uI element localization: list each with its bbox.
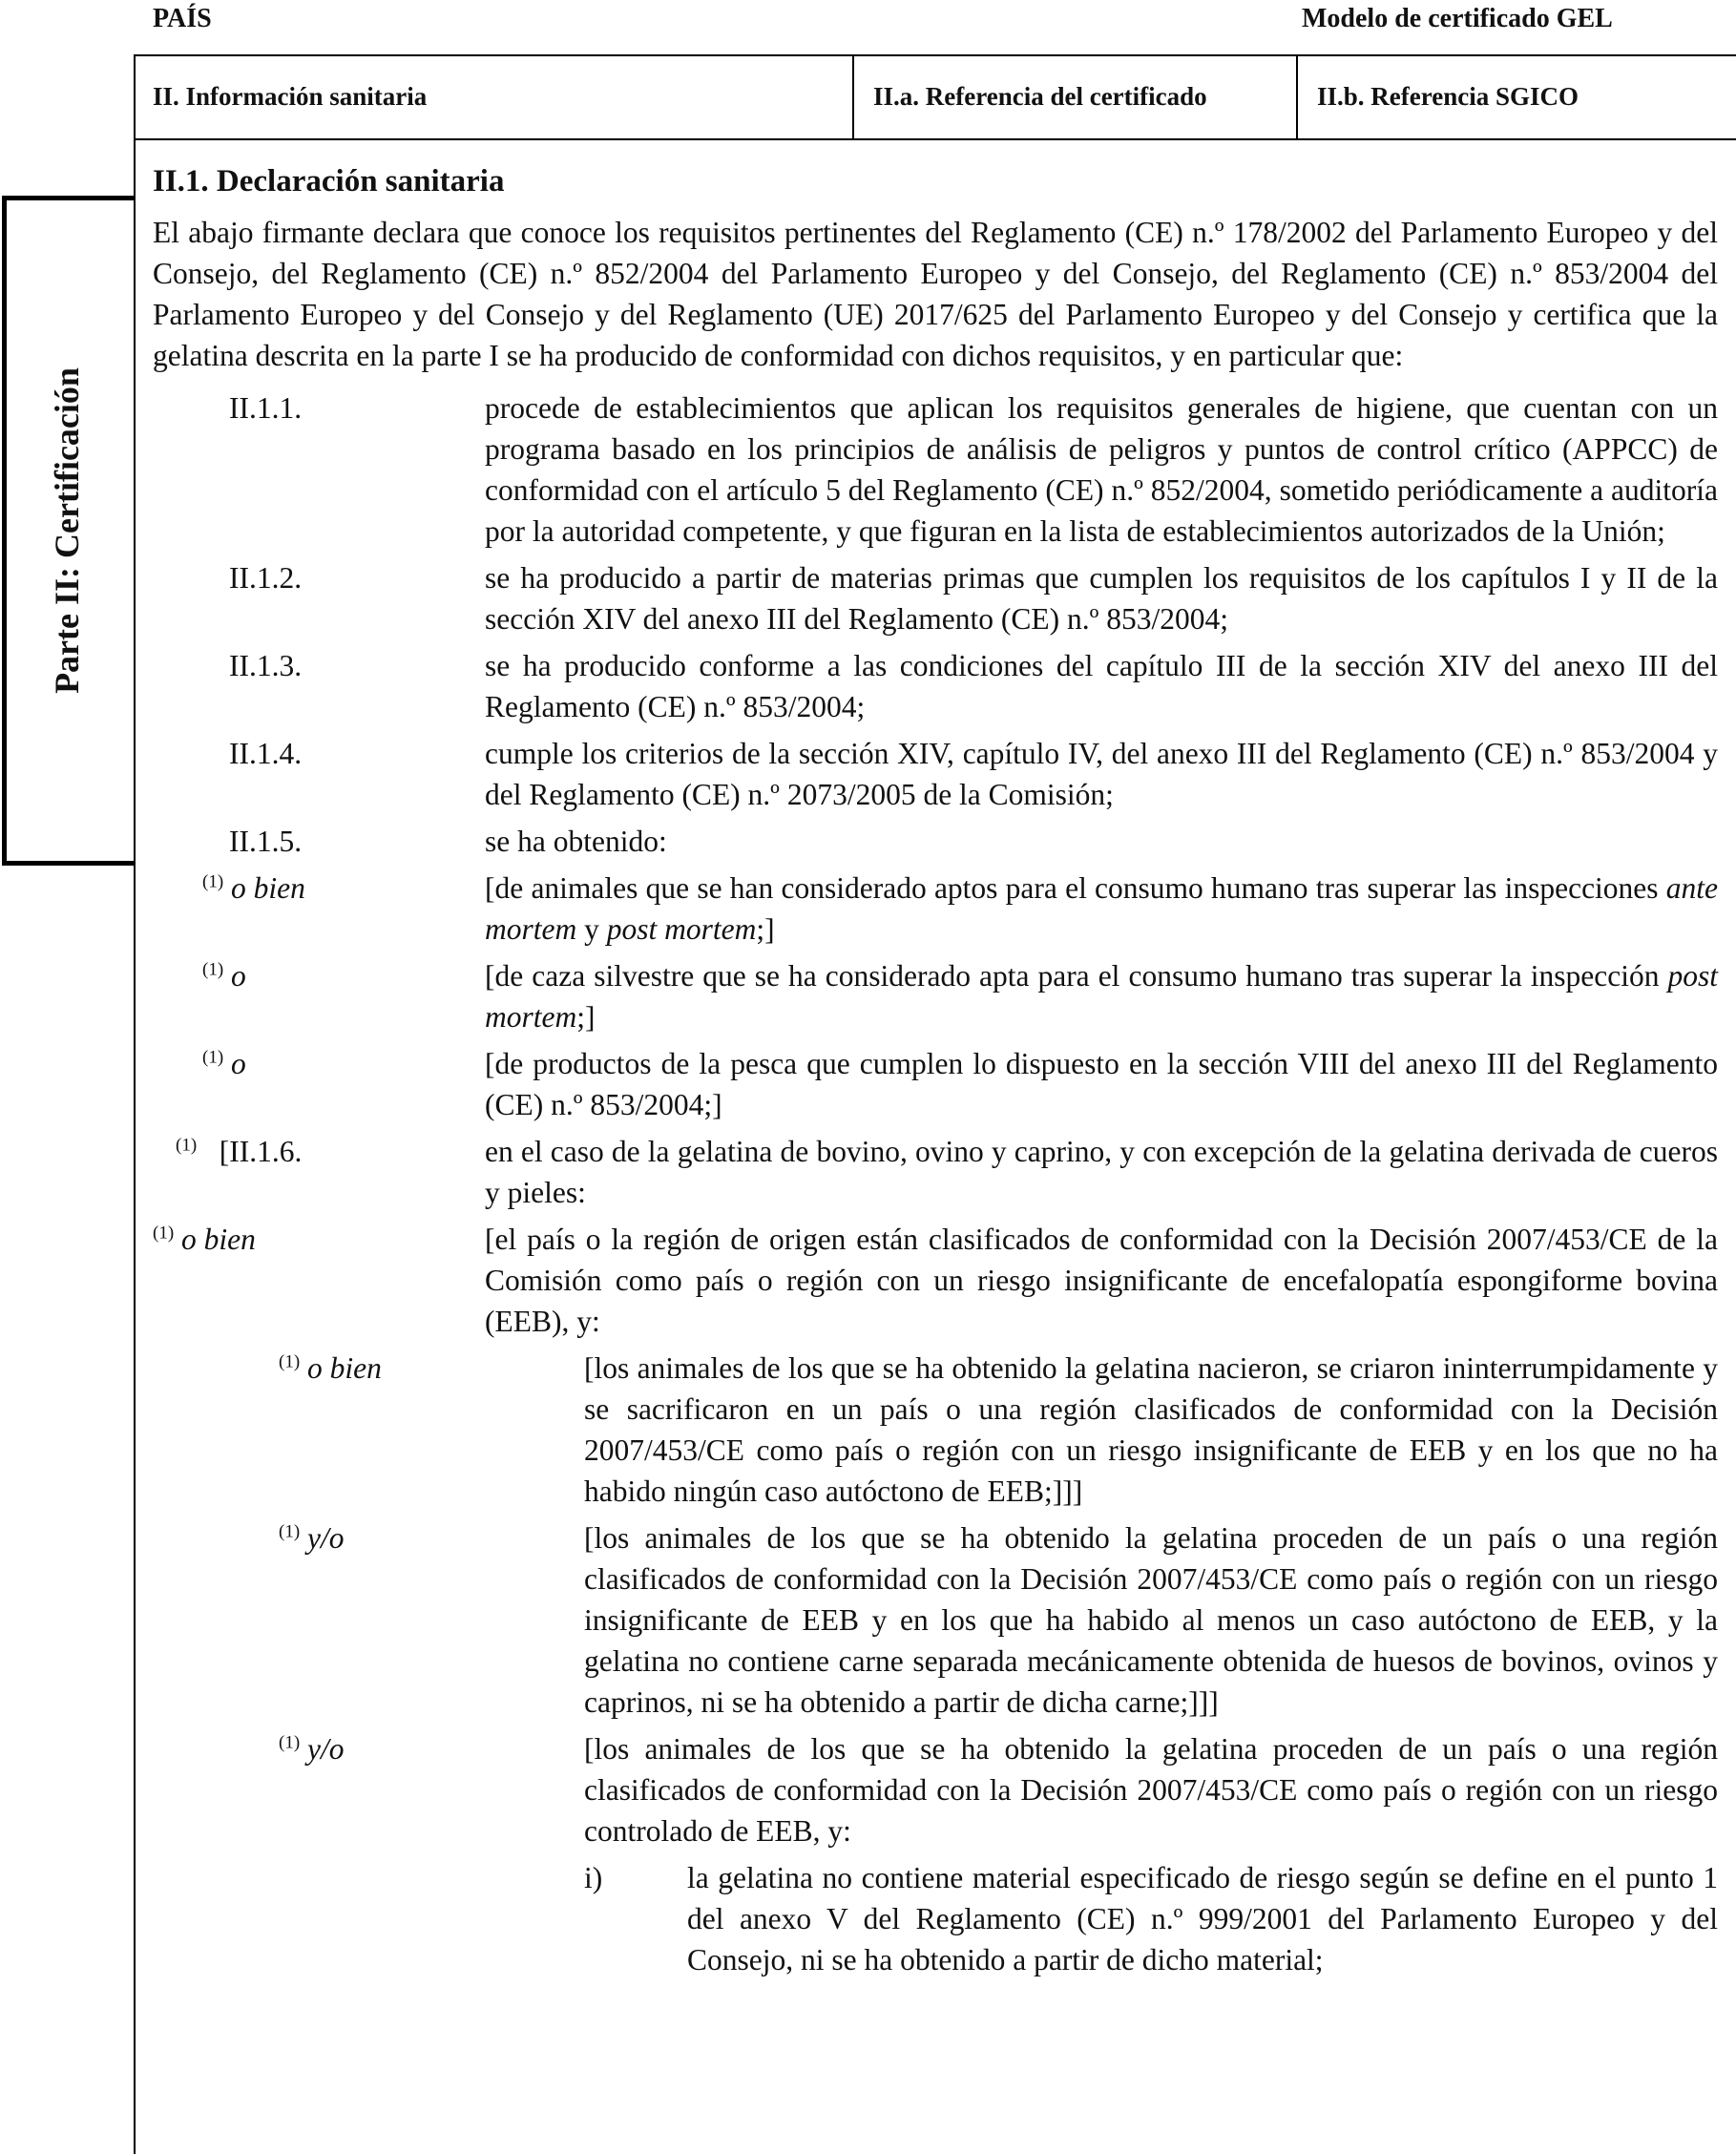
list-item [153,821,1718,862]
item-text: se ha producido conforme a las condiciones del capítulo III de la sección XIV del anexo III del Reglamento (CE) n.º 853/2004; [485,649,1718,723]
item-text: se ha producido a partir de materias primas que cumplen los requisitos de los capítulos I y II de la sección XIV del anexo III del Reglamento (CE) n.º 853/2004; [485,561,1718,636]
list-item [153,387,1718,552]
option-text-italic: ante mortem [485,871,1718,946]
footnote-marker: (1) [279,1521,301,1542]
item-number: II.1.3. [229,649,303,682]
option-label [153,868,485,950]
option-label [153,1517,584,1723]
item-number: II.1.4. [229,737,303,770]
option-word: o bien [181,1223,256,1256]
model-label: Modelo de certificado GEL [1302,4,1613,33]
sub-option-item [153,1728,1718,1851]
option-text-part: ;] [756,912,775,946]
sub-option-item [153,1517,1718,1723]
footnote-marker: (1) [202,959,224,980]
option-text: [los animales de los que se ha obtenido la gelatina proceden de un país o una región clasificados de conformidad con la Decisión 2007/453/CE como país o región con un riesgo controlado de EEB, y: [584,1732,1718,1848]
option-text: [los animales de los que se ha obtenido la gelatina proceden de un país o una región clasificados de conformidad con la Decisión 2007/453/CE como país o región con un riesgo insignificante de EEB y en los que ha habido al menos un caso autóctono de EEB, y la gelatina no contiene carne separada mecánicamente obtenida de huesos de bovinos, ovinos y caprinos, ni se ha obtenido a partir de dicha carne;]]] [584,1521,1718,1719]
section-title: II.1. Declaración sanitaria [153,164,505,199]
item-number [153,1131,485,1213]
certificate-body [153,160,1718,1986]
option-item [153,1219,1718,1342]
intro-paragraph: El abajo firmante declara que conoce los requisitos pertinentes del Reglamento (CE) n.º 178/2002 del Parlamento Europeo y del Consejo, del Reglamento (CE) n.º 852/2004 del Parlamento Europeo y del Consejo, del Reglamento (CE) n.º 853/2004 del Parlamento Europeo y del Consejo y del Reglamento (UE) 2017/625 del Parlamento Europeo y del Consejo y certifica que la gelatina descrita en la parte I se ha producido de conformidad con dichos requisitos, y en particular que: [153,216,1718,372]
option-word: o bien [307,1351,382,1385]
sgico-reference-cell: II.b. Referencia SGICO [1296,54,1735,138]
item-number: II.1.1. [229,391,303,425]
option-word: o bien [231,871,305,905]
option-label [153,1043,485,1125]
option-text-italic: post mortem [606,912,757,946]
option-text-italic: post mortem [485,959,1718,1034]
sub-option-item [153,1348,1718,1512]
option-text-part: [de animales que se han considerado aptos para el consumo humano tras superar las inspecciones [485,871,1666,905]
item-number: i) [584,1861,603,1894]
option-label [153,955,485,1037]
item-text: la gelatina no contiene material especificado de riesgo según se define en el punto 1 del anexo V del Reglamento (CE) n.º 999/2001 del Parlamento Europeo y del Consejo, ni se ha obtenido a partir de dicho material; [687,1861,1718,1976]
option-word: o [231,1047,246,1080]
item-number: II.1.5. [229,825,303,858]
footnote-marker: (1) [202,1047,224,1068]
item-number: II.1.2. [229,561,303,595]
option-text: [los animales de los que se ha obtenido la gelatina nacieron, se criaron ininterrumpidamente y se sacrificaron en un país o una región clasificados de conformidad con la Decisión 2007/453/CE como país o región con un riesgo insignificante de EEB y en los que no ha habido ningún caso autóctono de EEB;]]] [584,1351,1718,1508]
option-item [153,955,1718,1037]
option-text-part: ;] [576,1000,596,1034]
list-item [153,1131,1718,1213]
list-item [153,557,1718,639]
reference-table [134,54,1736,140]
item-text: se ha obtenido: [485,825,667,858]
part-side-label: Parte II: Certificación [48,367,86,694]
option-text-part: y [576,912,607,946]
footnote-marker: (1) [279,1351,301,1372]
item-text: cumple los criterios de la sección XIV, capítulo IV, del anexo III del Reglamento (CE) n.º 853/2004 y del Reglamento (CE) n.º 2073/2005 de la Comisión; [485,737,1718,811]
option-label [153,1728,584,1851]
sub-list-item [153,1857,1718,1980]
footnote-marker: (1) [176,1135,198,1156]
option-item [153,1043,1718,1125]
option-word: y/o [307,1521,345,1555]
certificate-reference-cell: II.a. Referencia del certificado [852,54,1297,138]
item-text: en el caso de la gelatina de bovino, ovino y caprino, y con excepción de la gelatina derivada de cueros y pieles: [485,1135,1718,1209]
country-label: PAÍS [153,4,212,33]
option-item [153,868,1718,950]
option-word: y/o [307,1732,345,1766]
footnote-marker: (1) [202,871,224,892]
option-label [153,1348,584,1512]
option-text [485,955,1718,1037]
option-text: [el país o la región de origen están clasificados de conformidad con la Decisión 2007/453/CE de la Comisión como país o región con un riesgo insignificante de encefalopatía espongiforme bovina (EEB), y: [485,1223,1718,1338]
option-word: o [231,959,246,993]
list-item [153,733,1718,815]
option-text [485,868,1718,950]
footnote-marker: (1) [279,1732,301,1753]
item-number-text: [II.1.6. [219,1135,303,1168]
option-text: [de productos de la pesca que cumplen lo dispuesto en la sección VIII del anexo III del Reglamento (CE) n.º 853/2004;] [485,1047,1718,1121]
option-text-part: [de caza silvestre que se ha considerado apta para el consumo humano tras superar la inspección [485,959,1668,993]
health-info-cell: II. Información sanitaria [153,81,428,111]
list-item [153,645,1718,727]
option-label [153,1219,485,1342]
item-text: procede de establecimientos que aplican los requisitos generales de higiene, que cuentan con un programa basado en los principios de análisis de peligros y puntos de control crítico (APPCC) de conformidad con el artículo 5 del Reglamento (CE) n.º 852/2004, sometido periódicamente a auditoría por la autoridad competente, y que figuran en la lista de establecimientos autorizados de la Unión; [485,391,1718,548]
footnote-marker: (1) [153,1223,175,1244]
